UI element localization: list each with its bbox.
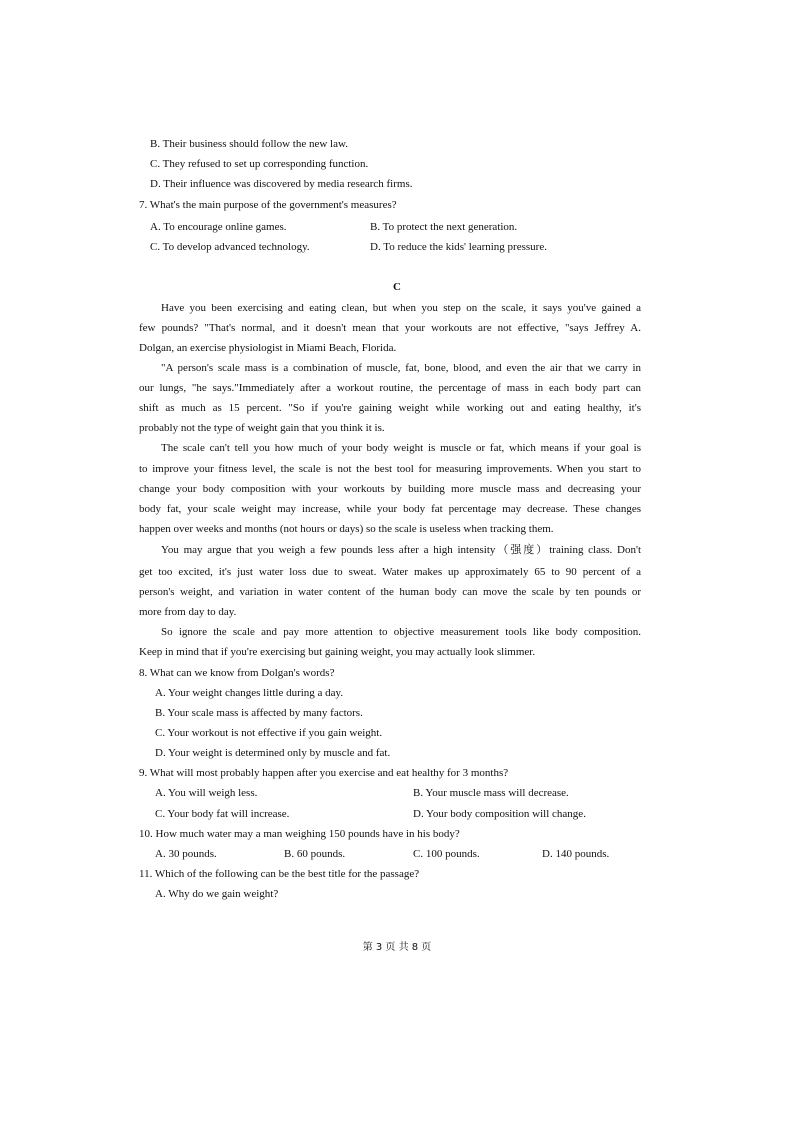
passage-p4-line: You may argue that you weigh a few pounds less after a high intensity（强度）training class. Don't [161,544,641,556]
question-10-option-b: B. 60 pounds. [284,848,346,860]
passage-p4-line: get too excited, it's just water loss due to sweat. Water makes up approximately 65 to 90 percent of a [139,566,641,578]
passage-p2-line: probably not the type of weight gain that you think it is. [139,422,385,434]
passage-p1-line: few pounds? "That's normal, and it doesn't mean that your workouts are not effective, "says Jeffrey A. [139,322,641,334]
question-8-option-c: C. Your workout is not effective if you gain weight. [155,727,383,739]
passage-p4-line: more from day to day. [139,606,237,618]
question-11-option-a: A. Why do we gain weight? [155,888,279,900]
question-9-option-b: B. Your muscle mass will decrease. [413,787,569,799]
prev-option-c: C. They refused to set up corresponding function. [150,158,369,170]
prev-option-d: D. Their influence was discovered by media research firms. [150,178,413,190]
question-9-option-c: C. Your body fat will increase. [155,808,290,820]
passage-p3-line: body fat, your scale weight may increase, while your body fat percentage may decrease. These changes [139,503,641,515]
question-8-option-a: A. Your weight changes little during a day. [155,687,344,699]
question-7-option-b: B. To protect the next generation. [370,221,518,233]
question-7-option-c: C. To develop advanced technology. [150,241,310,253]
passage-p2-line: our lungs, "he says."Immediately after a workout routine, the percentage of mass in each body part can [139,382,641,394]
question-7-option-a: A. To encourage online games. [150,221,287,233]
question-9-option-a: A. You will weigh less. [155,787,258,799]
passage-p3-line: happen over weeks and months (not hours or days) so the scale is useless when tracking them. [139,523,554,535]
section-title: C [393,281,401,293]
passage-p4-line: person's weight, and variation in water content of the human body can move the scale by ten pounds or [139,586,641,598]
question-11-stem: 11. Which of the following can be the best title for the passage? [139,868,420,880]
question-10-stem: 10. How much water may a man weighing 150 pounds have in his body? [139,828,460,840]
passage-p2-line: "A person's scale mass is a combination of muscle, fat, bone, blood, and even the air that we carry in [161,362,641,374]
question-7-stem: 7. What's the main purpose of the government's measures? [139,199,397,211]
question-8-option-b: B. Your scale mass is affected by many factors. [155,707,363,719]
passage-p2-line: shift as much as 15 percent. "So if you're gaining weight while working out and eating healthy, it's [139,402,641,414]
passage-p5-line: Keep in mind that if you're exercising but gaining weight, you may actually look slimmer. [139,646,536,658]
passage-p1-line: Dolgan, an exercise physiologist in Miami Beach, Florida. [139,342,397,354]
passage-p5-line: So ignore the scale and pay more attention to objective measurement tools like body composition. [161,626,641,638]
question-10-option-c: C. 100 pounds. [413,848,480,860]
passage-p3-line: change your body composition with your workouts by building more muscle mass and decreasing your [139,483,641,495]
question-10-option-d: D. 140 pounds. [542,848,610,860]
prev-option-b: B. Their business should follow the new law. [150,138,348,150]
question-9-stem: 9. What will most probably happen after you exercise and eat healthy for 3 months? [139,767,509,779]
question-7-option-d: D. To reduce the kids' learning pressure. [370,241,547,253]
question-10-option-a: A. 30 pounds. [155,848,217,860]
passage-p3-line: to improve your fitness level, the scale is not the best tool for measuring improvements. When you start to [139,463,641,475]
passage-p3-line: The scale can't tell you how much of your body weight is muscle or fat, which means if your goal is [161,442,641,454]
question-8-option-d: D. Your weight is determined only by muscle and fat. [155,747,391,759]
question-9-option-d: D. Your body composition will change. [413,808,586,820]
passage-p1-line: Have you been exercising and eating clean, but when you step on the scale, it says you've gained a [161,302,641,314]
page-number-footer: 第 3 页 共 8 页 [362,942,432,953]
question-8-stem: 8. What can we know from Dolgan's words? [139,667,335,679]
